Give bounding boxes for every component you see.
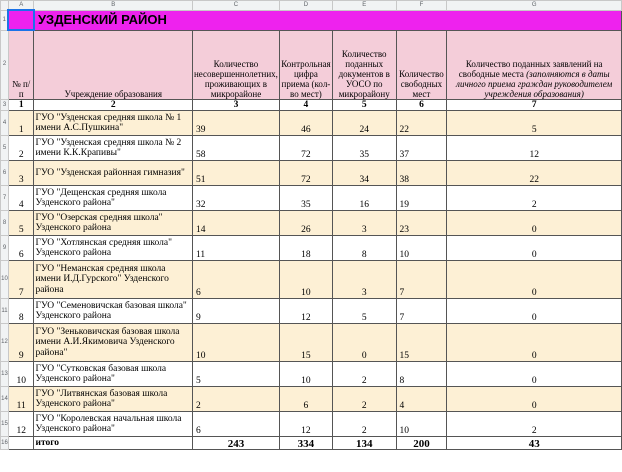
total-control[interactable]: 334 <box>279 437 332 450</box>
control-figure[interactable]: 15 <box>279 324 332 362</box>
sheet-title[interactable]: УЗДЕНСКИЙ РАЙОН <box>34 10 622 30</box>
minors-count[interactable]: 11 <box>192 236 279 261</box>
row-number[interactable]: 8 <box>8 299 33 324</box>
documents-submitted[interactable]: 35 <box>332 136 396 161</box>
documents-submitted[interactable]: 3 <box>332 261 396 299</box>
total-minors[interactable]: 243 <box>192 437 279 450</box>
column-header[interactable]: D <box>279 1 332 11</box>
institution-name[interactable]: ГУО "Литвянская базовая школа Узденского района" <box>34 387 193 412</box>
row-header[interactable]: 4 <box>1 111 9 136</box>
free-places[interactable]: 23 <box>396 211 447 236</box>
row-number[interactable]: 2 <box>8 136 33 161</box>
control-figure[interactable]: 10 <box>279 362 332 387</box>
applications-count[interactable]: 5 <box>447 111 622 136</box>
control-figure[interactable]: 10 <box>279 261 332 299</box>
free-places[interactable]: 22 <box>396 111 447 136</box>
documents-submitted[interactable]: 2 <box>332 387 396 412</box>
row-number[interactable]: 4 <box>8 186 33 211</box>
institution-name[interactable]: ГУО "Узденская средняя школа № 1 имени А.С.Пушкина" <box>34 111 193 136</box>
control-figure[interactable]: 46 <box>279 111 332 136</box>
documents-submitted[interactable]: 2 <box>332 362 396 387</box>
control-figure[interactable]: 26 <box>279 211 332 236</box>
table-row <box>1 111 622 136</box>
applications-count[interactable]: 22 <box>447 161 622 186</box>
institution-name[interactable]: ГУО "Зеньковичская базовая школа имени А.И.Якимовича Узденского района" <box>34 324 193 362</box>
institution-name[interactable]: ГУО "Узденская районная гимназия" <box>34 161 193 186</box>
table-row <box>1 324 622 362</box>
applications-count[interactable]: 0 <box>447 387 622 412</box>
applications-count[interactable]: 2 <box>447 412 622 437</box>
total-applications[interactable]: 43 <box>447 437 622 450</box>
minors-count[interactable]: 58 <box>192 136 279 161</box>
free-places[interactable]: 7 <box>396 261 447 299</box>
control-figure[interactable]: 6 <box>279 387 332 412</box>
table-row <box>1 387 622 412</box>
header-applications-note: (заполняются в даты личного приема граждан руководителем учреждения образования) <box>456 68 613 99</box>
documents-submitted[interactable]: 24 <box>332 111 396 136</box>
institution-name[interactable]: ГУО "Сутковская базовая школа Узденского района" <box>34 362 193 387</box>
row-number[interactable]: 11 <box>8 387 33 412</box>
free-places[interactable]: 38 <box>396 161 447 186</box>
institution-name[interactable]: ГУО "Озерская средняя школа" Узденского района <box>34 211 193 236</box>
total-free[interactable]: 200 <box>396 437 447 450</box>
minors-count[interactable]: 6 <box>192 412 279 437</box>
header-control-figure[interactable]: Контрольная цифра приема (кол-во мест) <box>279 30 332 99</box>
institution-name[interactable]: ГУО "Неманская средняя школа имени И.Д.Гурского" Узденского района <box>34 261 193 299</box>
col-number[interactable]: 6 <box>396 99 447 111</box>
control-figure[interactable]: 35 <box>279 186 332 211</box>
free-places[interactable]: 10 <box>396 236 447 261</box>
row-header[interactable]: 3 <box>1 99 9 111</box>
header-minors-count[interactable]: Количество несовершеннолетних, проживающих в микрорайоне <box>192 30 279 99</box>
applications-count[interactable]: 2 <box>447 186 622 211</box>
table-row <box>1 412 622 437</box>
column-header-row <box>1 1 622 11</box>
selected-cell[interactable] <box>8 10 33 30</box>
header-institution[interactable]: Учреждение образования <box>34 30 193 99</box>
row-header[interactable]: 5 <box>1 136 9 161</box>
row-header[interactable]: 8 <box>1 211 9 236</box>
total-label[interactable]: итого <box>34 437 193 450</box>
row-number[interactable]: 6 <box>8 236 33 261</box>
row-number[interactable]: 7 <box>8 261 33 299</box>
table-row <box>1 136 622 161</box>
row-header[interactable]: 9 <box>1 236 9 261</box>
col-number[interactable]: 7 <box>447 99 622 111</box>
header-applications-main: Количество поданных заявлений на свободные места <box>458 58 603 79</box>
column-header[interactable]: A <box>8 1 33 11</box>
documents-submitted[interactable]: 3 <box>332 211 396 236</box>
col-number[interactable]: 4 <box>279 99 332 111</box>
column-header[interactable]: G <box>447 1 622 11</box>
free-places[interactable]: 15 <box>396 324 447 362</box>
documents-submitted[interactable]: 34 <box>332 161 396 186</box>
row-header[interactable]: 14 <box>1 387 9 412</box>
table-row <box>1 186 622 211</box>
table-row <box>1 299 622 324</box>
table-row <box>1 236 622 261</box>
total-documents[interactable]: 134 <box>332 437 396 450</box>
total-empty[interactable] <box>8 437 33 450</box>
control-figure[interactable]: 72 <box>279 136 332 161</box>
free-places[interactable]: 10 <box>396 412 447 437</box>
col-number[interactable]: 2 <box>34 99 193 111</box>
column-number-row <box>1 99 622 111</box>
minors-count[interactable]: 39 <box>192 111 279 136</box>
col-number[interactable]: 5 <box>332 99 396 111</box>
documents-submitted[interactable]: 5 <box>332 299 396 324</box>
table-row <box>1 261 622 299</box>
documents-submitted[interactable]: 8 <box>332 236 396 261</box>
minors-count[interactable]: 5 <box>192 362 279 387</box>
minors-count[interactable]: 14 <box>192 211 279 236</box>
free-places[interactable]: 7 <box>396 299 447 324</box>
applications-count[interactable]: 0 <box>447 299 622 324</box>
control-figure[interactable]: 12 <box>279 299 332 324</box>
row-header[interactable]: 13 <box>1 362 9 387</box>
minors-count[interactable]: 2 <box>192 387 279 412</box>
control-figure[interactable]: 72 <box>279 161 332 186</box>
free-places[interactable]: 8 <box>396 362 447 387</box>
row-header[interactable]: 1 <box>1 10 9 30</box>
row-header[interactable]: 7 <box>1 186 9 211</box>
control-figure[interactable]: 12 <box>279 412 332 437</box>
row-number[interactable]: 12 <box>8 412 33 437</box>
documents-submitted[interactable]: 0 <box>332 324 396 362</box>
column-header[interactable]: B <box>34 1 193 11</box>
applications-count[interactable]: 0 <box>447 362 622 387</box>
row-number[interactable]: 1 <box>8 111 33 136</box>
col-number[interactable]: 3 <box>192 99 279 111</box>
applications-count[interactable]: 0 <box>447 236 622 261</box>
column-header[interactable]: E <box>332 1 396 11</box>
institution-name[interactable]: ГУО "Узденская средняя школа № 2 имени К.К.Крапивы" <box>34 136 193 161</box>
header-applications[interactable] <box>447 30 622 99</box>
table-row <box>1 362 622 387</box>
applications-count[interactable]: 12 <box>447 136 622 161</box>
applications-count[interactable]: 0 <box>447 211 622 236</box>
row-header[interactable]: 11 <box>1 299 9 324</box>
minors-count[interactable]: 6 <box>192 261 279 299</box>
institution-name[interactable]: ГУО "Хотлянская средняя школа" Узденского района <box>34 236 193 261</box>
control-figure[interactable]: 18 <box>279 236 332 261</box>
column-header[interactable]: F <box>396 1 447 11</box>
free-places[interactable]: 19 <box>396 186 447 211</box>
column-header[interactable]: C <box>192 1 279 11</box>
title-row <box>1 10 622 30</box>
free-places[interactable]: 37 <box>396 136 447 161</box>
header-row <box>1 30 622 99</box>
row-header[interactable]: 15 <box>1 412 9 437</box>
header-documents-submitted[interactable]: Количество поданных документов в УОСО по микрорайону <box>332 30 396 99</box>
institution-name[interactable]: ГУО "Королевская начальная школа Узденского района" <box>34 412 193 437</box>
table-row <box>1 161 622 186</box>
minors-count[interactable]: 10 <box>192 324 279 362</box>
documents-submitted[interactable]: 16 <box>332 186 396 211</box>
total-row <box>1 437 622 450</box>
row-number[interactable]: 9 <box>8 324 33 362</box>
free-places[interactable]: 4 <box>396 387 447 412</box>
applications-count[interactable]: 0 <box>447 261 622 299</box>
row-number[interactable]: 3 <box>8 161 33 186</box>
minors-count[interactable]: 32 <box>192 186 279 211</box>
header-free-places[interactable]: Количество свободных мест <box>396 30 447 99</box>
row-header[interactable]: 6 <box>1 161 9 186</box>
row-header[interactable]: 12 <box>1 324 9 362</box>
minors-count[interactable]: 9 <box>192 299 279 324</box>
institution-name[interactable]: ГУО "Семеновичская базовая школа" Узденского района <box>34 299 193 324</box>
table-row <box>1 211 622 236</box>
row-header[interactable]: 10 <box>1 261 9 299</box>
documents-submitted[interactable]: 2 <box>332 412 396 437</box>
row-header[interactable]: 16 <box>1 437 9 450</box>
col-number[interactable]: 1 <box>8 99 33 111</box>
header-num[interactable]: № п/п <box>8 30 33 99</box>
row-header[interactable]: 2 <box>1 30 9 99</box>
row-number[interactable]: 5 <box>8 211 33 236</box>
row-number[interactable]: 10 <box>8 362 33 387</box>
institution-name[interactable]: ГУО "Дещенская средняя школа Узденского района" <box>34 186 193 211</box>
applications-count[interactable]: 0 <box>447 324 622 362</box>
select-all-corner[interactable] <box>1 1 9 11</box>
minors-count[interactable]: 51 <box>192 161 279 186</box>
